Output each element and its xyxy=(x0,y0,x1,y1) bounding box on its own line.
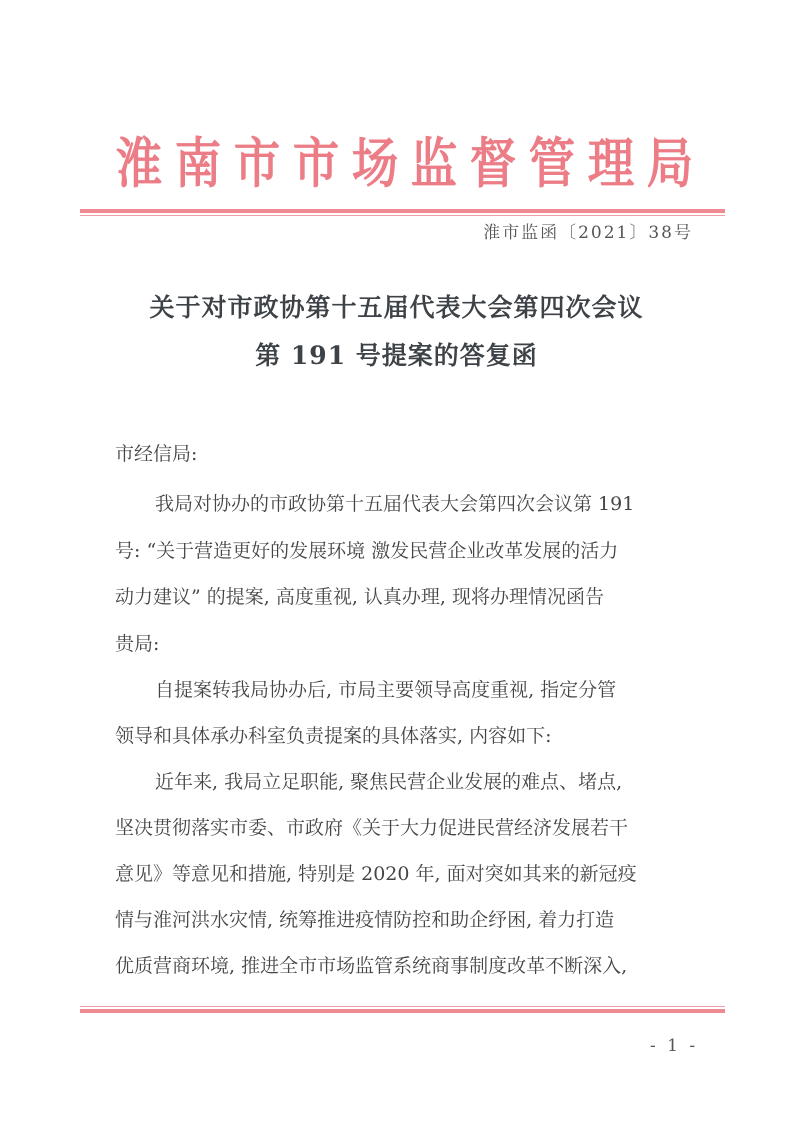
body-line: 贵局: xyxy=(115,633,160,655)
masthead-char: 局 xyxy=(646,131,694,195)
body-line: 优质营商环境, 推进全市市场监管系统商事制度改革不断深入, xyxy=(115,955,628,977)
masthead-char: 市 xyxy=(233,131,281,195)
organization-masthead xyxy=(112,128,697,198)
body-line: 动力建议” 的提案, 高度重视, 认真办理, 现将办理情况函告 xyxy=(115,586,604,608)
page-number: - 1 - xyxy=(650,1036,699,1056)
body-line: 号: “关于营造更好的发展环境 激发民营企业改革发展的活力 xyxy=(115,540,619,562)
header-divider-thin xyxy=(80,215,725,216)
footer-divider-thin xyxy=(80,1006,725,1007)
body-line: 领导和具体承办科室负责提案的具体落实, 内容如下: xyxy=(115,725,552,747)
masthead-char: 理 xyxy=(587,131,635,195)
masthead-char: 南 xyxy=(174,131,222,195)
document-title-line-2: 第 191 号提案的答复函 xyxy=(255,341,538,370)
masthead-char: 监 xyxy=(410,131,458,195)
salutation: 市经信局: xyxy=(115,443,198,465)
masthead-char: 淮 xyxy=(115,131,163,195)
body-line: 情与淮河洪水灾情, 统筹推进疫情防控和助企纾困, 着力打造 xyxy=(115,909,615,931)
body-line: 坚决贯彻落实市委、市政府《关于大力促进民营经济发展若干 xyxy=(115,817,629,839)
masthead-char: 场 xyxy=(351,131,399,195)
body-line: 近年来, 我局立足职能, 聚焦民营企业发展的难点、堵点, xyxy=(155,771,623,793)
document-number: 淮市监函〔2021〕38号 xyxy=(483,223,693,243)
footer-divider-thick xyxy=(80,1009,725,1013)
body-line: 自提案转我局协办后, 市局主要领导高度重视, 指定分管 xyxy=(155,679,617,701)
masthead-char: 督 xyxy=(469,131,517,195)
body-line: 意见》等意见和措施, 特别是 2020 年, 面对突如其来的新冠疫 xyxy=(115,863,637,885)
masthead-char: 市 xyxy=(292,131,340,195)
document-title-line-1: 关于对市政协第十五届代表大会第四次会议 xyxy=(149,293,644,322)
body-line: 我局对协办的市政协第十五届代表大会第四次会议第 191 xyxy=(155,493,635,515)
masthead-char: 管 xyxy=(528,131,576,195)
header-divider-thick xyxy=(80,209,725,213)
